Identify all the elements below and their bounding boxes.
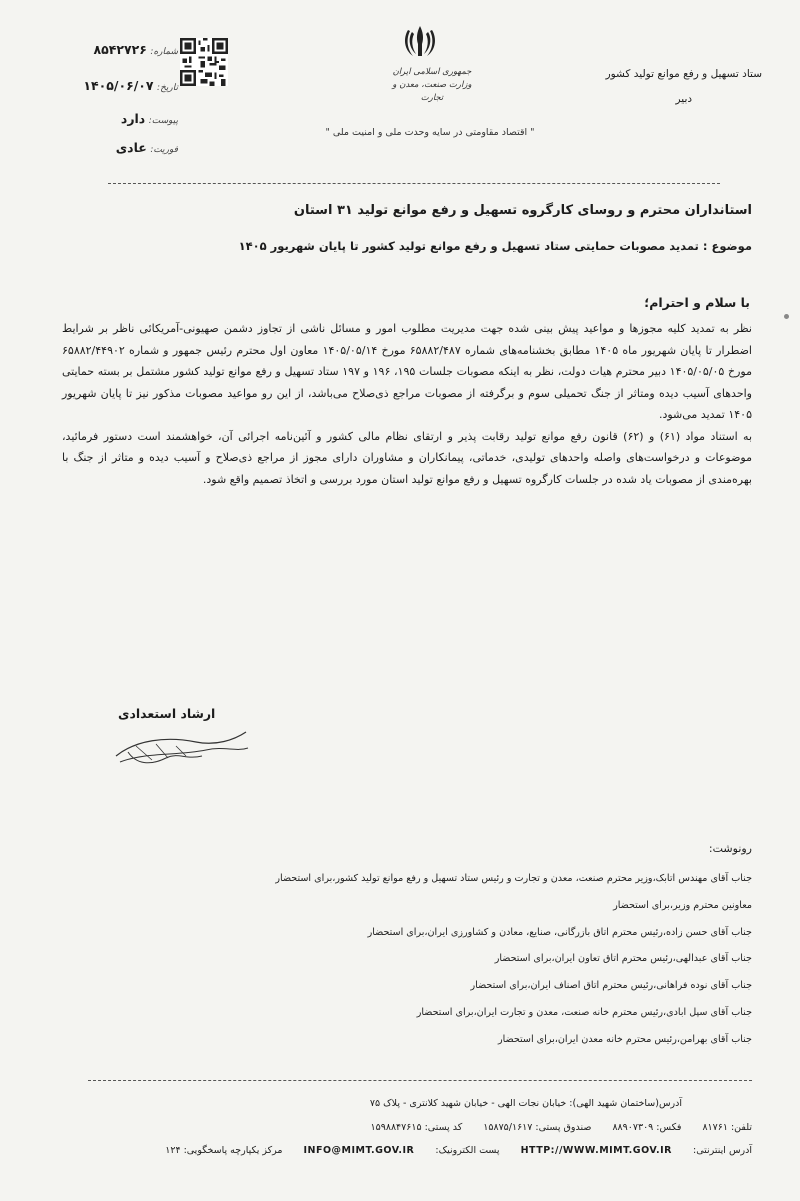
cc-item: جناب آقای مهندس اتابک،وزیر محترم صنعت، معدن و تجارت و رئیس ستاد تسهیل و رفع موانع تولید کشور،برای استحضار <box>275 873 752 884</box>
cc-item: جناب آقای عبدالهی،رئیس محترم اتاق تعاون ایران،برای استحضار <box>494 953 752 965</box>
footer-fax: فکس: ۸۸۹۰۷۳۰۹ <box>612 1122 682 1133</box>
footer-address: آدرس(ساختمان شهید الهی): خیابان نجات الهی - خیابان شهید کلانتری - پلاک ۷۵ <box>369 1098 682 1109</box>
org-role: دبیر <box>675 93 693 105</box>
priority-row <box>48 140 178 155</box>
cc-item: جناب آقای سپل ابادی،رئیس محترم خانه صنعت، معدن و تجارت ایران،برای استحضار <box>416 1006 752 1018</box>
footer-email-link[interactable]: INFO@MIMT.GOV.IR <box>303 1145 415 1156</box>
footer-contact-row <box>52 1122 752 1133</box>
cc-item: جناب آقای نوده فراهانی،رئیس محترم اتاق اصناف ایران،برای استحضار <box>470 980 752 992</box>
date-value: ۱۴۰۵/۰۶/۰۷ <box>83 78 154 93</box>
cc-title: رونوشت: <box>708 842 752 855</box>
footer-postcode: کد پستی: ۱۵۹۸۸۴۷۶۱۵ <box>370 1122 463 1133</box>
attachment-value: دارد <box>120 111 146 126</box>
signature-image <box>106 722 256 772</box>
footer-pobox: صندوق پستی: ۱۵۸۷۵/۱۶۱۷ <box>483 1122 592 1133</box>
qr-code-icon <box>180 38 228 86</box>
margin-mark <box>784 314 789 319</box>
subject-line: موضوع : تمدید مصوبات حمایتی ستاد تسهیل و رفع موانع تولید کشور تا پایان شهریور ۱۴۰۵ <box>238 239 752 253</box>
cc-item: جناب آقای بهرامن،رئیس محترم خانه معدن ایران،برای استحضار <box>497 1033 752 1045</box>
letter-date-row <box>48 78 178 93</box>
cc-item: معاونین محترم وزیر،برای استحضار <box>613 899 752 911</box>
greeting: با سلام و احترام؛ <box>644 295 750 310</box>
signer-name: ارشاد استعدادی <box>118 706 216 721</box>
body-paragraph: به استناد مواد (۶۱) و (۶۲) قانون رفع موانع تولید رقابت پذیر و ارتقای نظام مالی کشور و آئین‌نامه اجرائی آن، خواهشمند است دستور فرمائید، موضوعات و درخواست‌های واصله واحدهای تولیدی، خدماتی، پیمانکاران و مشاوران دارای مجوز از مراجع ذی‌صلاح و آسیب دیده و متاثر از جنگ با بهره‌مندی از مصوبات یاد شده در جلسات کارگروه تسهیل و رفع موانع تولید استان مورد بررسی و اتخاذ تصمیم واقع شود. <box>62 429 753 486</box>
organization-header <box>606 62 762 112</box>
letter-body <box>62 318 752 490</box>
footer-web-row <box>52 1145 752 1156</box>
attachment-label: پیوست: <box>148 116 178 126</box>
cc-list <box>92 866 752 1054</box>
priority-value: عادی <box>115 140 147 155</box>
footer-email-label: پست الکترونیک: <box>435 1145 500 1156</box>
footer-phone: تلفن: ۸۱۷۶۱ <box>702 1122 752 1133</box>
footer-web-link[interactable]: HTTP://WWW.MIMT.GOV.IR <box>520 1145 672 1156</box>
number-label: شماره: <box>150 47 178 57</box>
body-paragraph: نظر به تمدید کلیه مجوزها و مواعید پیش بینی شده جهت مدیریت مطلوب امور و مسائل ناشی از تجاوز دشمن صهیونی-آمریکائی ناظر بر شرایط اضطرار تا پایان شهریور ماه ۱۴۰۵ مطابق بخشنامه‌های شماره ۶۵۸۸۲/۴۸۷ مورخ ۱۴۰۵/۰۵/۱۴ معاون اول محترم رئیس جمهور و شماره ۶۵۸۸۲/۴۴۹۰۲ مورخ ۱۴۰۵/۰۵/۰۵ دبیر محترم هیات دولت، نظر به اینکه مصوبات جلسات ۱۹۵، ۱۹۶ و ۱۹۷ ستاد تسهیل و رفع موانع تولید کشور مشتمل بر بسته حمایتی واحدهای آسیب دیده ومتاثر از جنگ تحمیلی سوم و برگرفته از مصوبات مراجع ذی‌صلاح می‌باشد، از این رو مواعید مصوبات مذکور نیز تا پایان شهریور ۱۴۰۵ تمدید می‌شود. <box>62 322 752 421</box>
footer-callcenter: مرکز یکپارچه پاسخگویی: ۱۲۴ <box>165 1145 283 1156</box>
ministry-line-1: جمهوری اسلامی ایران <box>392 67 472 77</box>
slogan: " اقتصاد مقاومتی در سایه وحدت ملی و امنیت ملی " <box>325 127 535 138</box>
ministry-line-2: وزارت صنعت، معدن و تجارت <box>392 80 472 103</box>
footer-web-label: آدرس اینترنتی: <box>693 1145 752 1156</box>
header-divider <box>108 183 720 184</box>
number-value: ۸۵۴۲۷۲۶ <box>93 42 147 57</box>
date-label: تاریخ: <box>157 83 178 93</box>
footer-divider <box>88 1080 752 1081</box>
iran-emblem-icon <box>400 22 440 62</box>
cc-item: جناب آقای حسن زاده،رئیس محترم اتاق بازرگانی، صنایع، معادن و کشاورزی ایران،برای استحضار <box>367 926 752 938</box>
letter-number-row <box>48 42 178 57</box>
addressee: استانداران محترم و روسای کارگروه تسهیل و رفع موانع تولید ۳۱ استان <box>293 203 752 218</box>
priority-label: فوریت: <box>150 145 178 155</box>
ministry-name <box>382 66 482 105</box>
org-name: ستاد تسهیل و رفع موانع تولید کشور <box>605 68 762 80</box>
attachment-row <box>48 111 178 126</box>
